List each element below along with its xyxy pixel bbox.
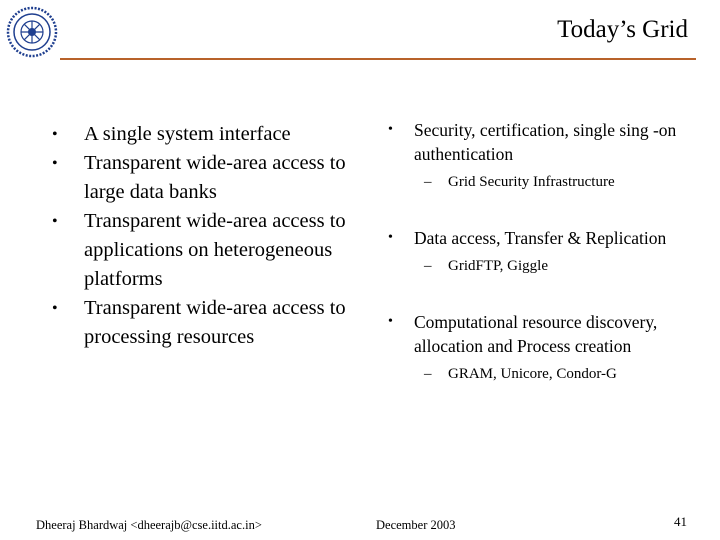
list-item: • Transparent wide-area access to large data banks [28,149,358,207]
bullet-icon: • [52,155,58,172]
list-item: • Computational resource discovery, allocation and Process creation [388,312,658,356]
bullet-icon: • [52,300,58,317]
right-bullet-list [384,118,706,384]
bullet-icon: • [388,314,393,329]
dash-icon: – [424,174,432,190]
left-bullet-list [28,120,358,352]
slide-title: Today’s Grid [557,16,688,43]
list-item: • Security, certification, single sing -on authentication [388,120,677,164]
sub-list-item: – GRAM, Unicore, Condor-G [424,366,617,382]
dash-icon: – [424,366,432,382]
page-number: 41 [674,514,687,529]
bullet-icon: • [388,230,393,245]
title-divider [60,58,696,60]
bullet-icon: • [52,126,58,143]
list-item: • A single system interface [28,120,358,149]
institute-logo-icon [6,6,58,58]
list-item: • Data access, Transfer & Replication [388,228,667,248]
list-item: • Transparent wide-area access to processing resources [28,294,358,352]
footer-date: December 2003 [376,518,456,532]
bullet-icon: • [388,122,393,137]
sub-list-item: – GridFTP, Giggle [424,258,549,274]
bullet-icon: • [52,213,58,230]
sub-list-item: – Grid Security Infrastructure [424,174,615,190]
dash-icon: – [424,258,432,274]
list-item: • Transparent wide-area access to applications on heterogeneous platforms [28,207,358,294]
footer-author: Dheeraj Bhardwaj <dheerajb@cse.iitd.ac.in> [36,518,262,532]
